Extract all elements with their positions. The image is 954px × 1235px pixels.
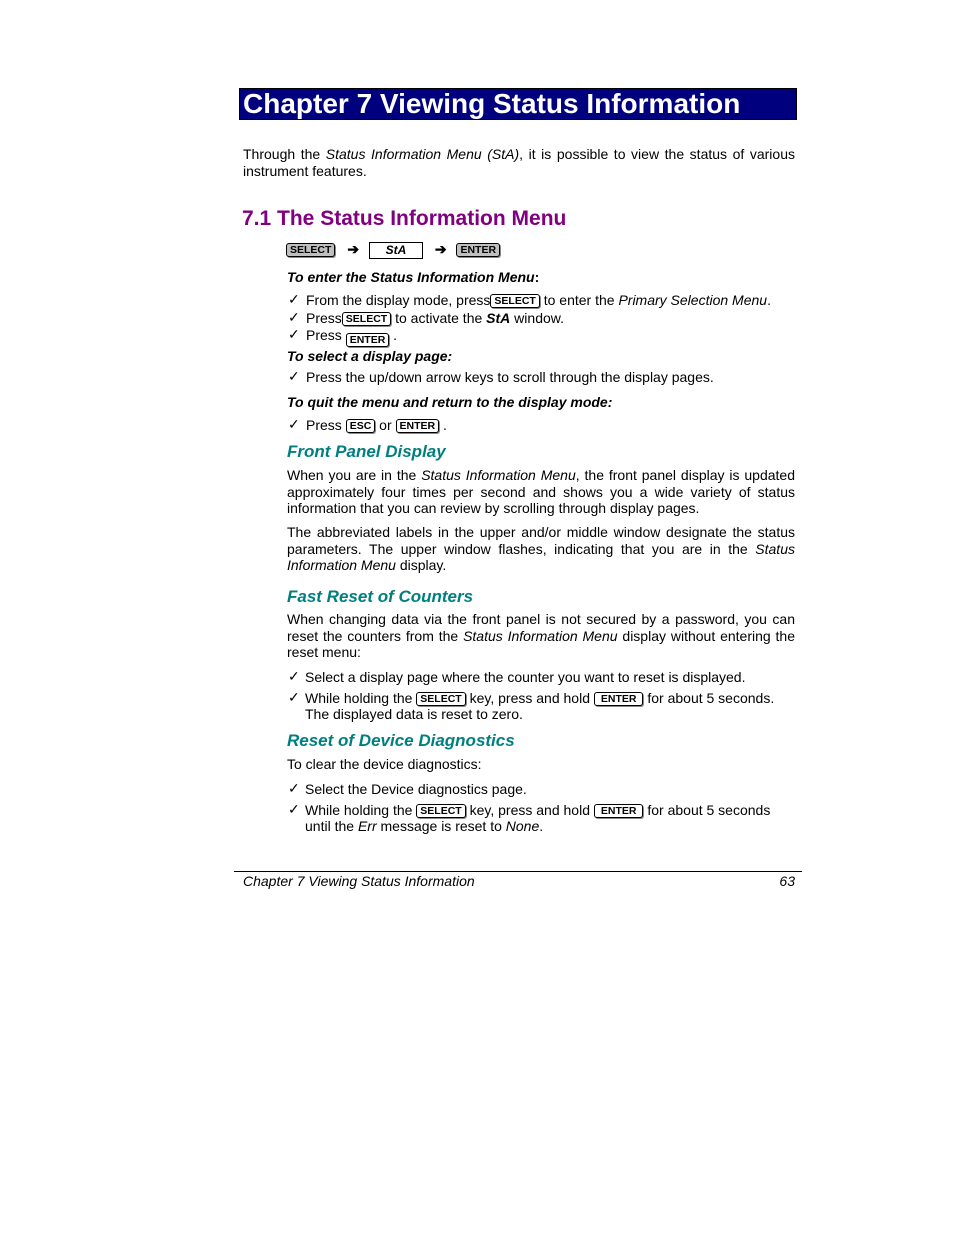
fast-reset-heading: Fast Reset of Counters	[287, 587, 474, 606]
chapter-title: Chapter 7 Viewing Status Information	[243, 88, 741, 119]
page-number: 63	[779, 873, 795, 889]
check-icon: ✓	[288, 368, 300, 384]
fast-reset-step-2-continued: The displayed data is reset to zero.	[305, 706, 523, 722]
enter-menu-step-3: Press ENTER .	[306, 327, 398, 346]
enter-menu-heading: To enter the Status Information Menu:	[287, 269, 540, 285]
front-panel-paragraph-1: When you are in the Status Information Menu, the front panel display is updated approximately four times per second and shows you a wide variety of status information that you can review by scrolling through display pages.	[287, 467, 795, 516]
check-icon: ✓	[288, 326, 300, 342]
enter-key: ENTER	[594, 804, 644, 818]
enter-key: ENTER	[594, 692, 644, 706]
select-page-step-1: Press the up/down arrow keys to scroll through the display pages.	[306, 369, 714, 385]
section-heading: 7.1 The Status Information Menu	[242, 207, 567, 230]
check-icon: ✓	[288, 801, 300, 817]
check-icon: ✓	[288, 416, 300, 432]
key-sequence	[286, 241, 500, 259]
check-icon: ✓	[288, 668, 300, 684]
fast-reset-step-2: While holding the SELECT key, press and hold ENTER for about 5 seconds.	[305, 690, 775, 706]
front-panel-heading: Front Panel Display	[287, 442, 446, 461]
footer-divider	[234, 871, 802, 872]
esc-key: ESC	[346, 419, 376, 433]
enter-key: ENTER	[456, 243, 500, 257]
check-icon: ✓	[288, 291, 300, 307]
enter-key: ENTER	[346, 333, 390, 347]
right-arrow-icon: ➔	[347, 241, 360, 257]
enter-menu-step-1: From the display mode, press SELECT to enter the Primary Selection Menu.	[306, 292, 771, 308]
select-key: SELECT	[342, 312, 391, 326]
select-page-heading: To select a display page:	[287, 348, 453, 364]
quit-menu-step-1: Press ESC or ENTER .	[306, 417, 447, 433]
diag-reset-heading: Reset of Device Diagnostics	[287, 731, 515, 750]
select-key: SELECT	[490, 294, 539, 308]
fast-reset-step-1: Select a display page where the counter you want to reset is displayed.	[305, 669, 746, 685]
enter-key: ENTER	[396, 419, 440, 433]
select-key: SELECT	[286, 243, 335, 257]
check-icon: ✓	[288, 309, 300, 325]
footer-chapter-label: Chapter 7 Viewing Status Information	[243, 873, 475, 889]
select-key: SELECT	[416, 692, 465, 706]
diag-reset-step-2-continued: until the Err message is reset to None.	[305, 818, 544, 834]
right-arrow-icon: ➔	[434, 241, 447, 257]
intro-paragraph: Through the Status Information Menu (StA), it is possible to view the status of various instrument features.	[243, 146, 795, 179]
enter-menu-step-2: Press SELECT to activate the StA window.	[306, 310, 564, 326]
select-key: SELECT	[416, 804, 465, 818]
check-icon: ✓	[288, 689, 300, 705]
diag-reset-step-2: While holding the SELECT key, press and hold ENTER for about 5 seconds	[305, 802, 771, 818]
diag-reset-step-1: Select the Device diagnostics page.	[305, 781, 527, 797]
diag-reset-paragraph: To clear the device diagnostics:	[287, 756, 482, 772]
front-panel-paragraph-2: The abbreviated labels in the upper and/or middle window designate the status parameters. The upper window flashes, indicating that you are in the Status Information Menu display.	[287, 524, 795, 573]
quit-menu-heading: To quit the menu and return to the display mode:	[287, 394, 613, 410]
check-icon: ✓	[288, 780, 300, 796]
fast-reset-paragraph: When changing data via the front panel is not secured by a password, you can reset the counters from the Status Information Menu display without entering the reset menu:	[287, 611, 795, 660]
sta-display-box: StA	[369, 242, 423, 259]
